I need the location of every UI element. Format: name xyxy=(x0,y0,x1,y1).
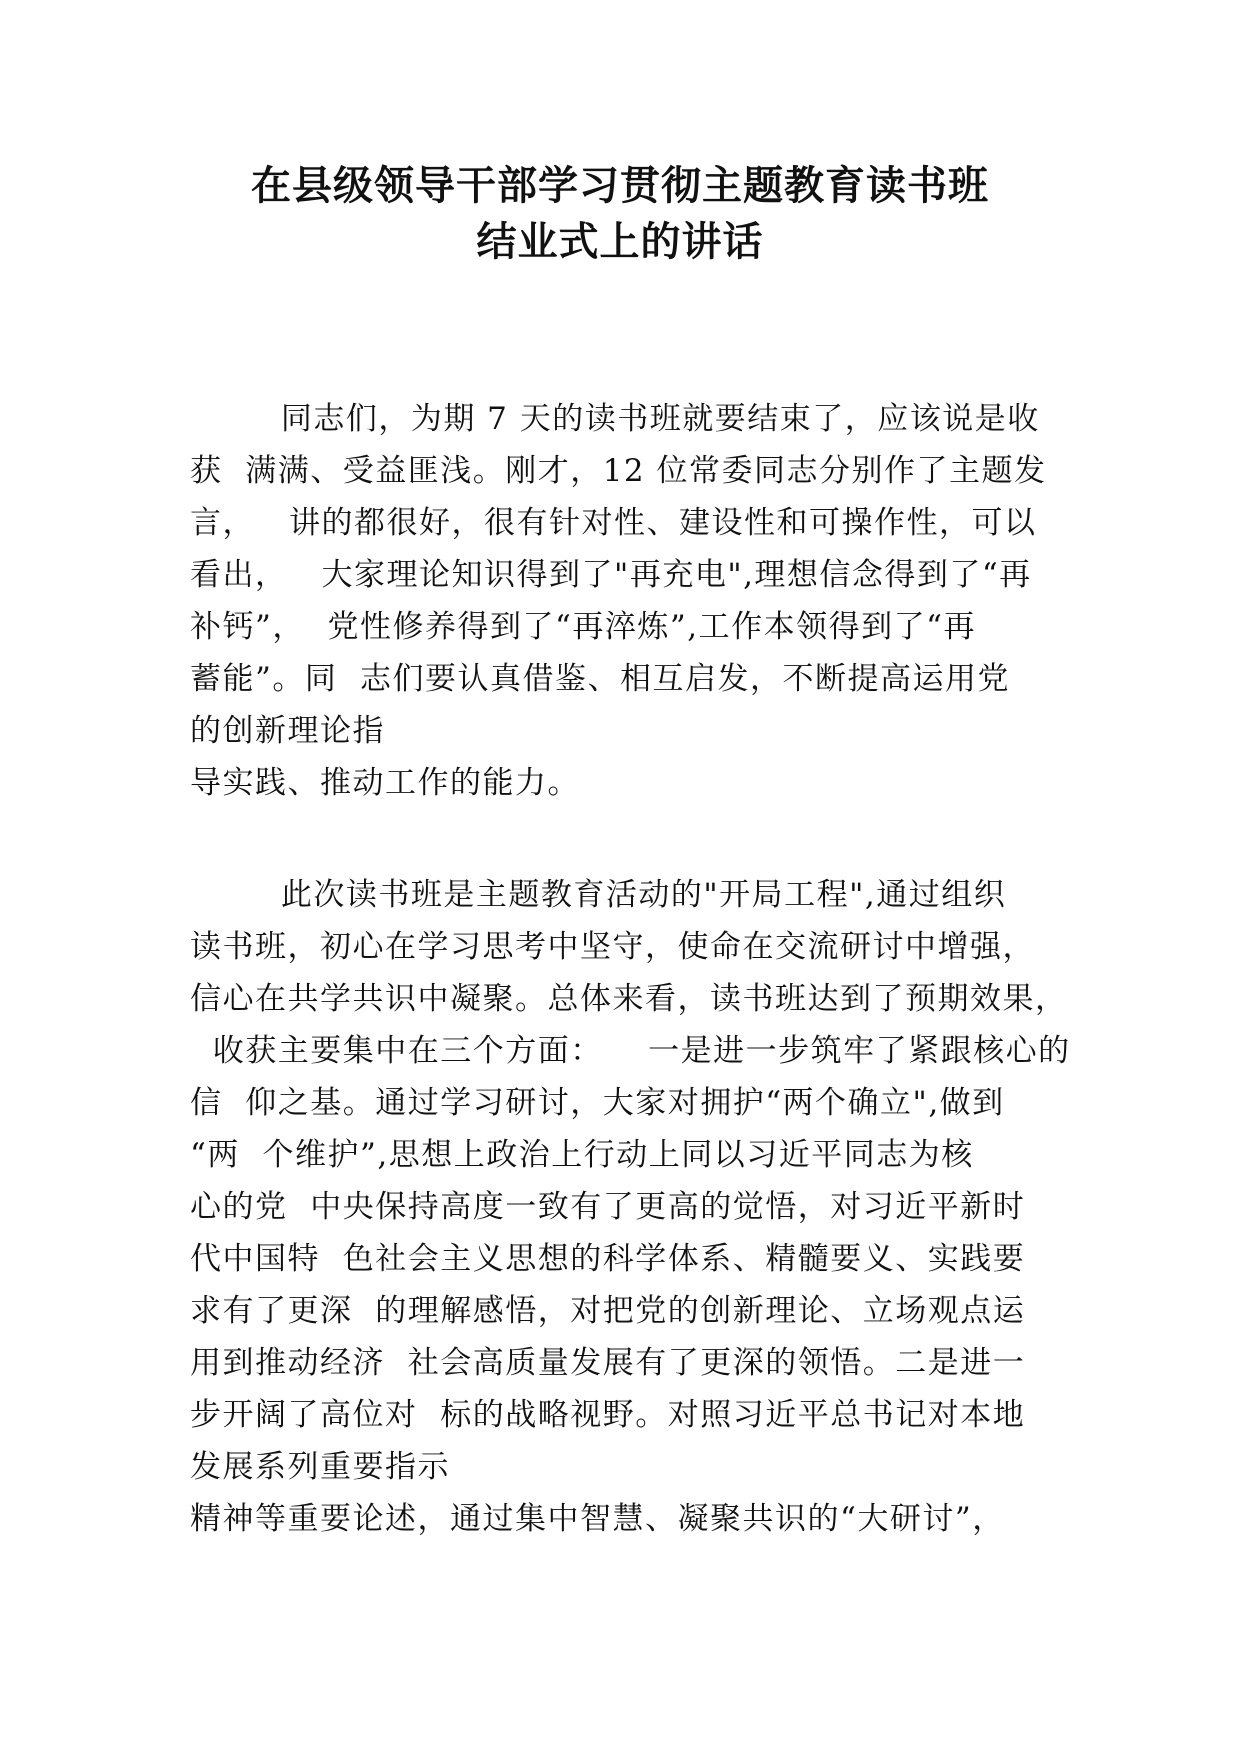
text-line: 读书班，初心在学习思考中坚守，使命在交流研讨中增强， xyxy=(190,929,1035,965)
text-line: 补钙”， 党性修养得到了“再淬炼”,工作本领得到了“再 xyxy=(190,609,976,645)
text-line: 蓄能”。同 志们要认真借鉴、相互启发，不断提高运用党 xyxy=(190,661,1011,697)
text-line: 同志们，为期 7 天的读书班就要结束了，应该说是收 xyxy=(190,401,1040,437)
text-line: 发展系列重要指示 xyxy=(190,1449,450,1485)
text-line: 步开阔了高位对 标的战略视野。对照习近平总书记对本地 xyxy=(190,1397,1026,1433)
title-line: 结业式上的讲话 xyxy=(476,219,764,265)
paragraph-opening xyxy=(190,393,1090,809)
text-line: 言， 讲的都很好，很有针对性、建设性和可操作性，可以 xyxy=(190,505,1037,541)
text-line: 导实践、推动工作的能力。 xyxy=(190,765,580,801)
text-line: 代中国特 色社会主义思想的科学体系、精髓要义、实践要 xyxy=(190,1241,1026,1277)
paragraph-summary xyxy=(190,869,1090,1545)
text-line: 心的党 中央保持高度一致有了更高的觉悟，对习近平新时 xyxy=(190,1189,1026,1225)
text-line: 信心在共学共识中凝聚。总体来看，读书班达到了预期效果， xyxy=(190,981,1068,1017)
text-line: 用到推动经济 社会高质量发展有了更深的领悟。二是进一 xyxy=(190,1345,1026,1381)
title-line: 在县级领导干部学习贯彻主题教育读书班 xyxy=(251,163,989,209)
text-line: 收获主要集中在三个方面： 一是进一步筑牢了紧跟核心的 xyxy=(190,1033,1071,1069)
text-line: 获 满满、受益匪浅。刚才，12 位常委同志分别作了主题发 xyxy=(190,453,1047,489)
text-line: 求有了更深 的理解感悟，对把党的创新理论、立场观点运 xyxy=(190,1293,1026,1329)
text-line: 此次读书班是主题教育活动的"开局工程",通过组织 xyxy=(190,877,1007,913)
text-line: 的创新理论指 xyxy=(190,713,385,749)
text-line: 精神等重要论述，通过集中智慧、凝聚共识的“大研讨”， xyxy=(190,1501,1005,1537)
document-title xyxy=(150,158,1090,270)
text-line: “两 个维护”,思想上政治上行动上同以习近平同志为核 xyxy=(190,1137,974,1173)
text-line: 信 仰之基。通过学习研讨，大家对拥护“两个确立",做到 xyxy=(190,1085,1005,1121)
text-line: 看出， 大家理论知识得到了"再充电",理想信念得到了“再 xyxy=(190,557,1032,593)
